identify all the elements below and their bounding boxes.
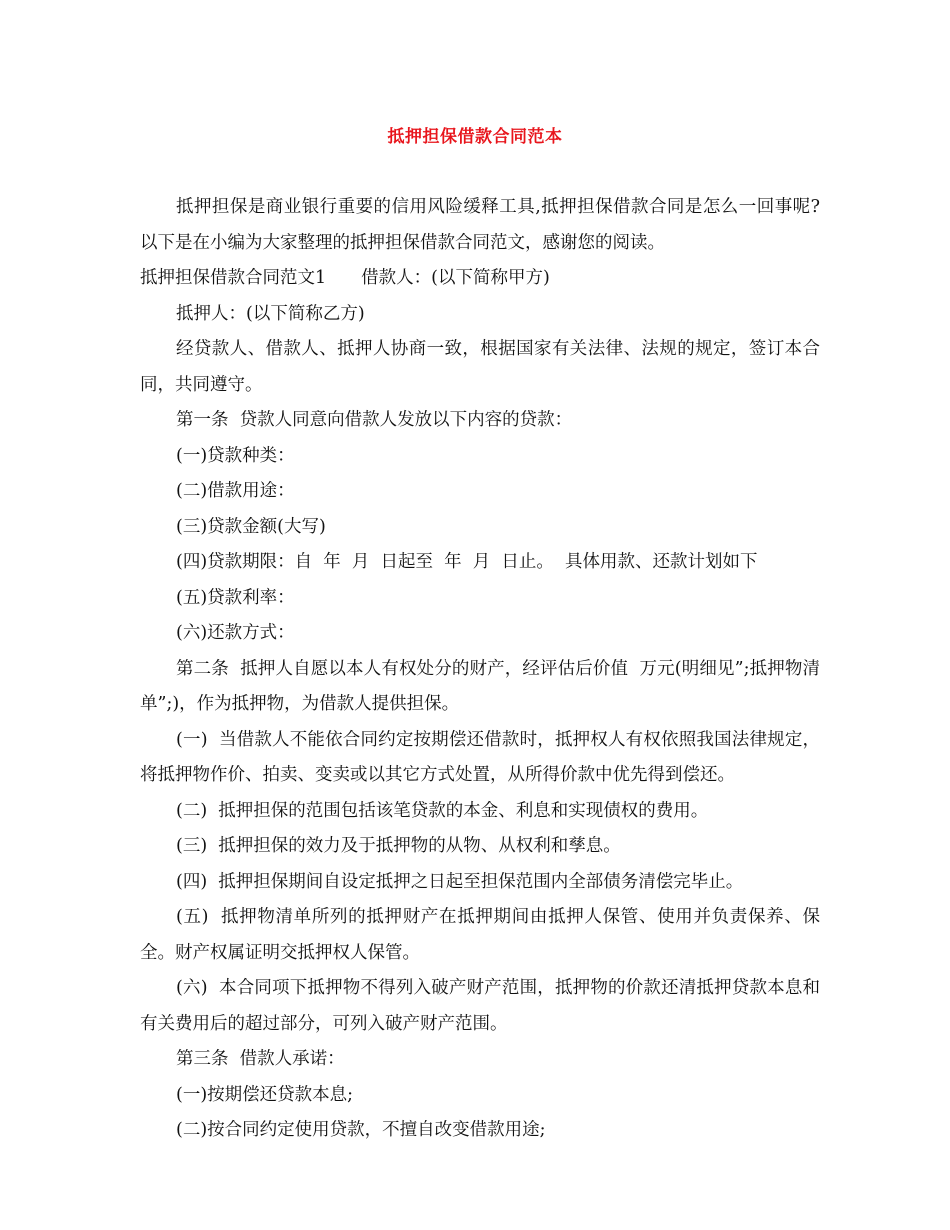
document-title: 抵押担保借款合同范本	[387, 127, 563, 147]
paragraph-sample-heading: 抵押担保借款合同范文1 借款人：(以下简称甲方)	[140, 268, 550, 288]
article-1-item-3: (三)贷款金额(大写)	[176, 516, 326, 537]
article-1-item-6: (六)还款方式：	[176, 623, 295, 643]
paragraph-agreement: 经贷款人、借款人、抵押人协商一致，根据国家有关法律、法规的规定，签订本合同，共同遵守。	[140, 339, 820, 395]
article-1-item-5: (五)贷款利率：	[176, 587, 295, 608]
article-2-item-3: (三) 抵押担保的效力及于抵押物的从物、从权利和孳息。	[176, 836, 621, 856]
article-2-heading: 第二条 抵押人自愿以本人有权处分的财产，经评估后价值 万元(明细见”;抵押物清单”;)，作为抵押物，为借款人提供担保。	[140, 658, 820, 714]
paragraph-mortgagor: 抵押人：(以下简称乙方)	[176, 303, 365, 324]
paragraph-intro: 抵押担保是商业银行重要的信用风险缓释工具,抵押担保借款合同是怎么一回事呢?以下是在小编为大家整理的抵押担保借款合同范文，感谢您的阅读。	[140, 197, 820, 253]
article-2-item-5: (五) 抵押物清单所列的抵押财产在抵押期间由抵押人保管、使用并负责保养、保全。财产权属证明交抵押权人保管。	[140, 907, 820, 963]
article-1-item-1: (一)贷款种类：	[176, 445, 295, 466]
article-1-item-4: (四)贷款期限：自 年 月 日起至 年 月 日止。 具体用款、还款计划如下	[176, 552, 758, 572]
article-2-item-4: (四) 抵押担保期间自设定抵押之日起至担保范围内全部债务清偿完毕止。	[176, 871, 744, 892]
article-2-item-2: (二) 抵押担保的范围包括该笔贷款的本金、利息和实现债权的费用。	[176, 800, 709, 821]
article-3-item-2: (二)按合同约定使用贷款，不擅自改变借款用途;	[176, 1120, 546, 1140]
article-3-item-1: (一)按期偿还贷款本息;	[176, 1084, 354, 1105]
article-1-heading: 第一条 贷款人同意向借款人发放以下内容的贷款：	[176, 410, 573, 430]
article-2-item-1: (一) 当借款人不能依合同约定按期偿还借款时，抵押权人有权依照我国法律规定，将抵押物作价、拍卖、变卖或以其它方式处置，从所得价款中优先得到偿还。	[140, 729, 820, 785]
article-3-heading: 第三条 借款人承诺：	[176, 1049, 345, 1069]
document-body	[140, 190, 820, 1149]
article-2-item-6: (六) 本合同项下抵押物不得列入破产财产范围，抵押物的价款还清抵押贷款本息和有关费用后的超过部分，可列入破产财产范围。	[140, 978, 820, 1034]
article-1-item-2: (二)借款用途：	[176, 481, 295, 501]
